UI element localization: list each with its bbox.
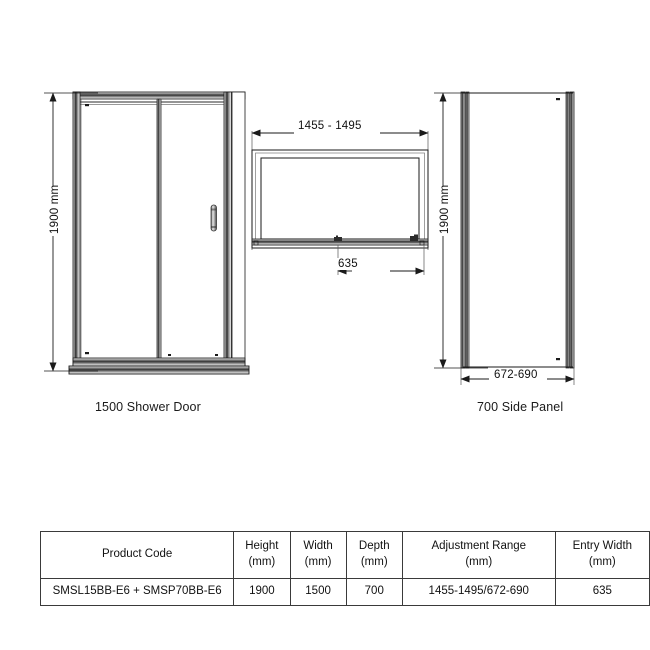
cell-product-code: SMSL15BB-E6 + SMSP70BB-E6 bbox=[41, 579, 234, 606]
column-header-line2: (mm) bbox=[304, 556, 332, 568]
plan-width-dimension-label: 1455 - 1495 bbox=[298, 120, 362, 132]
column-header-line1: Entry Width bbox=[572, 540, 633, 553]
table-header-row bbox=[41, 532, 650, 579]
column-header-entry-width bbox=[555, 532, 649, 579]
column-header-line2: (mm) bbox=[588, 556, 616, 568]
column-header-height bbox=[234, 532, 290, 579]
column-header-line1: Adjustment Range bbox=[431, 540, 527, 553]
cell-depth: 700 bbox=[346, 579, 402, 606]
column-header-depth bbox=[346, 532, 402, 579]
side-panel-elevation bbox=[434, 92, 574, 385]
column-header-adjustment-range bbox=[402, 532, 555, 579]
cell-height: 1900 bbox=[234, 579, 290, 606]
column-header-line1: Height bbox=[245, 540, 279, 553]
specification-table bbox=[40, 531, 650, 606]
plan-entry-dimension-label: 635 bbox=[338, 258, 358, 270]
table-row bbox=[41, 579, 650, 606]
column-header-line1: Width bbox=[303, 540, 333, 553]
door-handle-icon bbox=[211, 205, 217, 231]
column-header-line2: (mm) bbox=[360, 556, 388, 568]
door-height-dimension-label: 1900 mm bbox=[49, 184, 61, 234]
side-panel-caption: 700 Side Panel bbox=[477, 400, 564, 414]
panel-width-dimension-label: 672-690 bbox=[494, 369, 538, 381]
table-body bbox=[41, 579, 650, 606]
column-header-line1: Depth bbox=[358, 540, 390, 553]
shower-door-caption: 1500 Shower Door bbox=[95, 400, 201, 414]
cell-entry-width: 635 bbox=[555, 579, 649, 606]
plan-view bbox=[252, 131, 428, 275]
column-header-line2: (mm) bbox=[248, 556, 276, 568]
column-header-width bbox=[290, 532, 346, 579]
column-header-line1: Product Code bbox=[101, 548, 173, 561]
column-header-product-code bbox=[41, 532, 234, 579]
table-header bbox=[41, 532, 650, 579]
cell-width: 1500 bbox=[290, 579, 346, 606]
panel-height-dimension-label: 1900 mm bbox=[439, 184, 451, 234]
shower-door-elevation bbox=[44, 92, 249, 374]
cell-adjustment-range: 1455-1495/672-690 bbox=[402, 579, 555, 606]
column-header-line2: (mm) bbox=[465, 556, 493, 568]
